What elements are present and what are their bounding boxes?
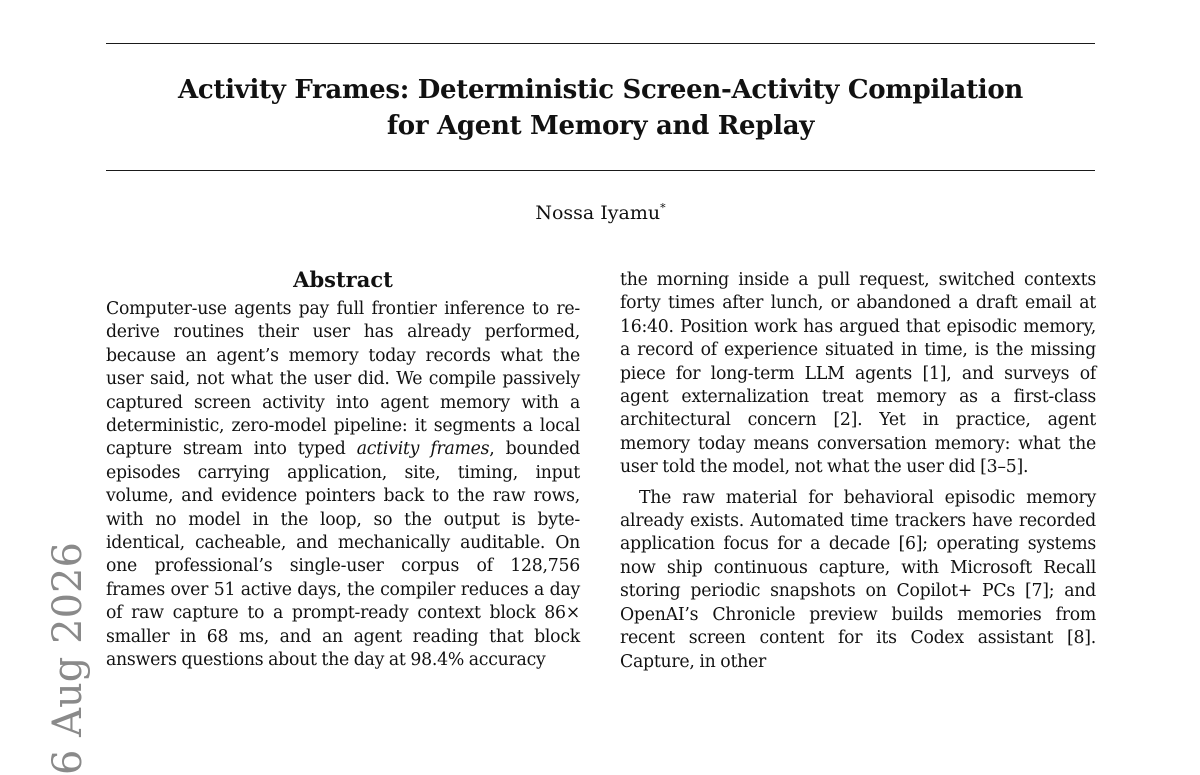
abstract-text-part1: Computer-use agents pay full frontier inference to re-derive routines their user has already performed, because an agent’s memory today records what the user said, not what the user did. We compile passively captured screen activity into agent memory with a deterministic, zero-model pipeline: it segments a local capture stream into typed (106, 299, 580, 460)
body-paragraph-1: the morning inside a pull request, switched contexts forty times after lunch, or abandoned a draft email at 16:40. Position work has argued that episodic memory, a record of experience situated in time, is the missing piece for long-term LLM agents [1], and surveys of agent externalization treat memory as a first-class architectural concern [2]. Yet in practice, agent memory today means conversation memory: what the user told the model, not what the user did [3–5]. (620, 270, 1096, 478)
arxiv-date-text: 6 Aug 2026 (45, 542, 91, 775)
title-line-2: for Agent Memory and Replay (386, 111, 815, 141)
abstract-heading: Abstract (293, 267, 393, 292)
author-line (106, 201, 1095, 225)
abstract-text-part2: , bounded episodes carrying application, site, timing, input volume, and evidence pointers back to the raw rows, with no model in the loop, so the output is byte-identical, cacheable, and mechanically auditable. On one professional’s single-user corpus of 128,756 frames over 51 active days, the compiler reduces a day of raw capture to a prompt-ready context block 86× smaller in 68 ms, and an agent reading that block answers questions about the day at 98.4% accuracy (106, 439, 580, 671)
author-footnote-mark: * (660, 201, 666, 215)
body-paragraph-2: The raw material for behavioral episodic memory already exists. Automated time trackers have recorded application focus for a decade [6]; operating systems now ship continuous capture, with Microsoft Recall storing periodic snapshots on Copilot+ PCs [7]; and OpenAI’s Chronicle preview builds memories from recent screen content for its Codex assistant [8]. Capture, in other (620, 487, 1096, 672)
author-name: Nossa Iyamu (535, 202, 661, 224)
abstract-paragraph (106, 298, 580, 673)
top-rule (106, 43, 1095, 44)
abstract-body (106, 298, 580, 673)
bottom-rule (106, 170, 1095, 171)
abstract-emphasis: activity frames (356, 439, 490, 460)
introduction-column (620, 269, 1096, 674)
title-line-1: Activity Frames: Deterministic Screen-Activity Compilation (177, 75, 1024, 105)
arxiv-margin-stamp (30, 470, 110, 775)
paper-title (106, 72, 1095, 144)
